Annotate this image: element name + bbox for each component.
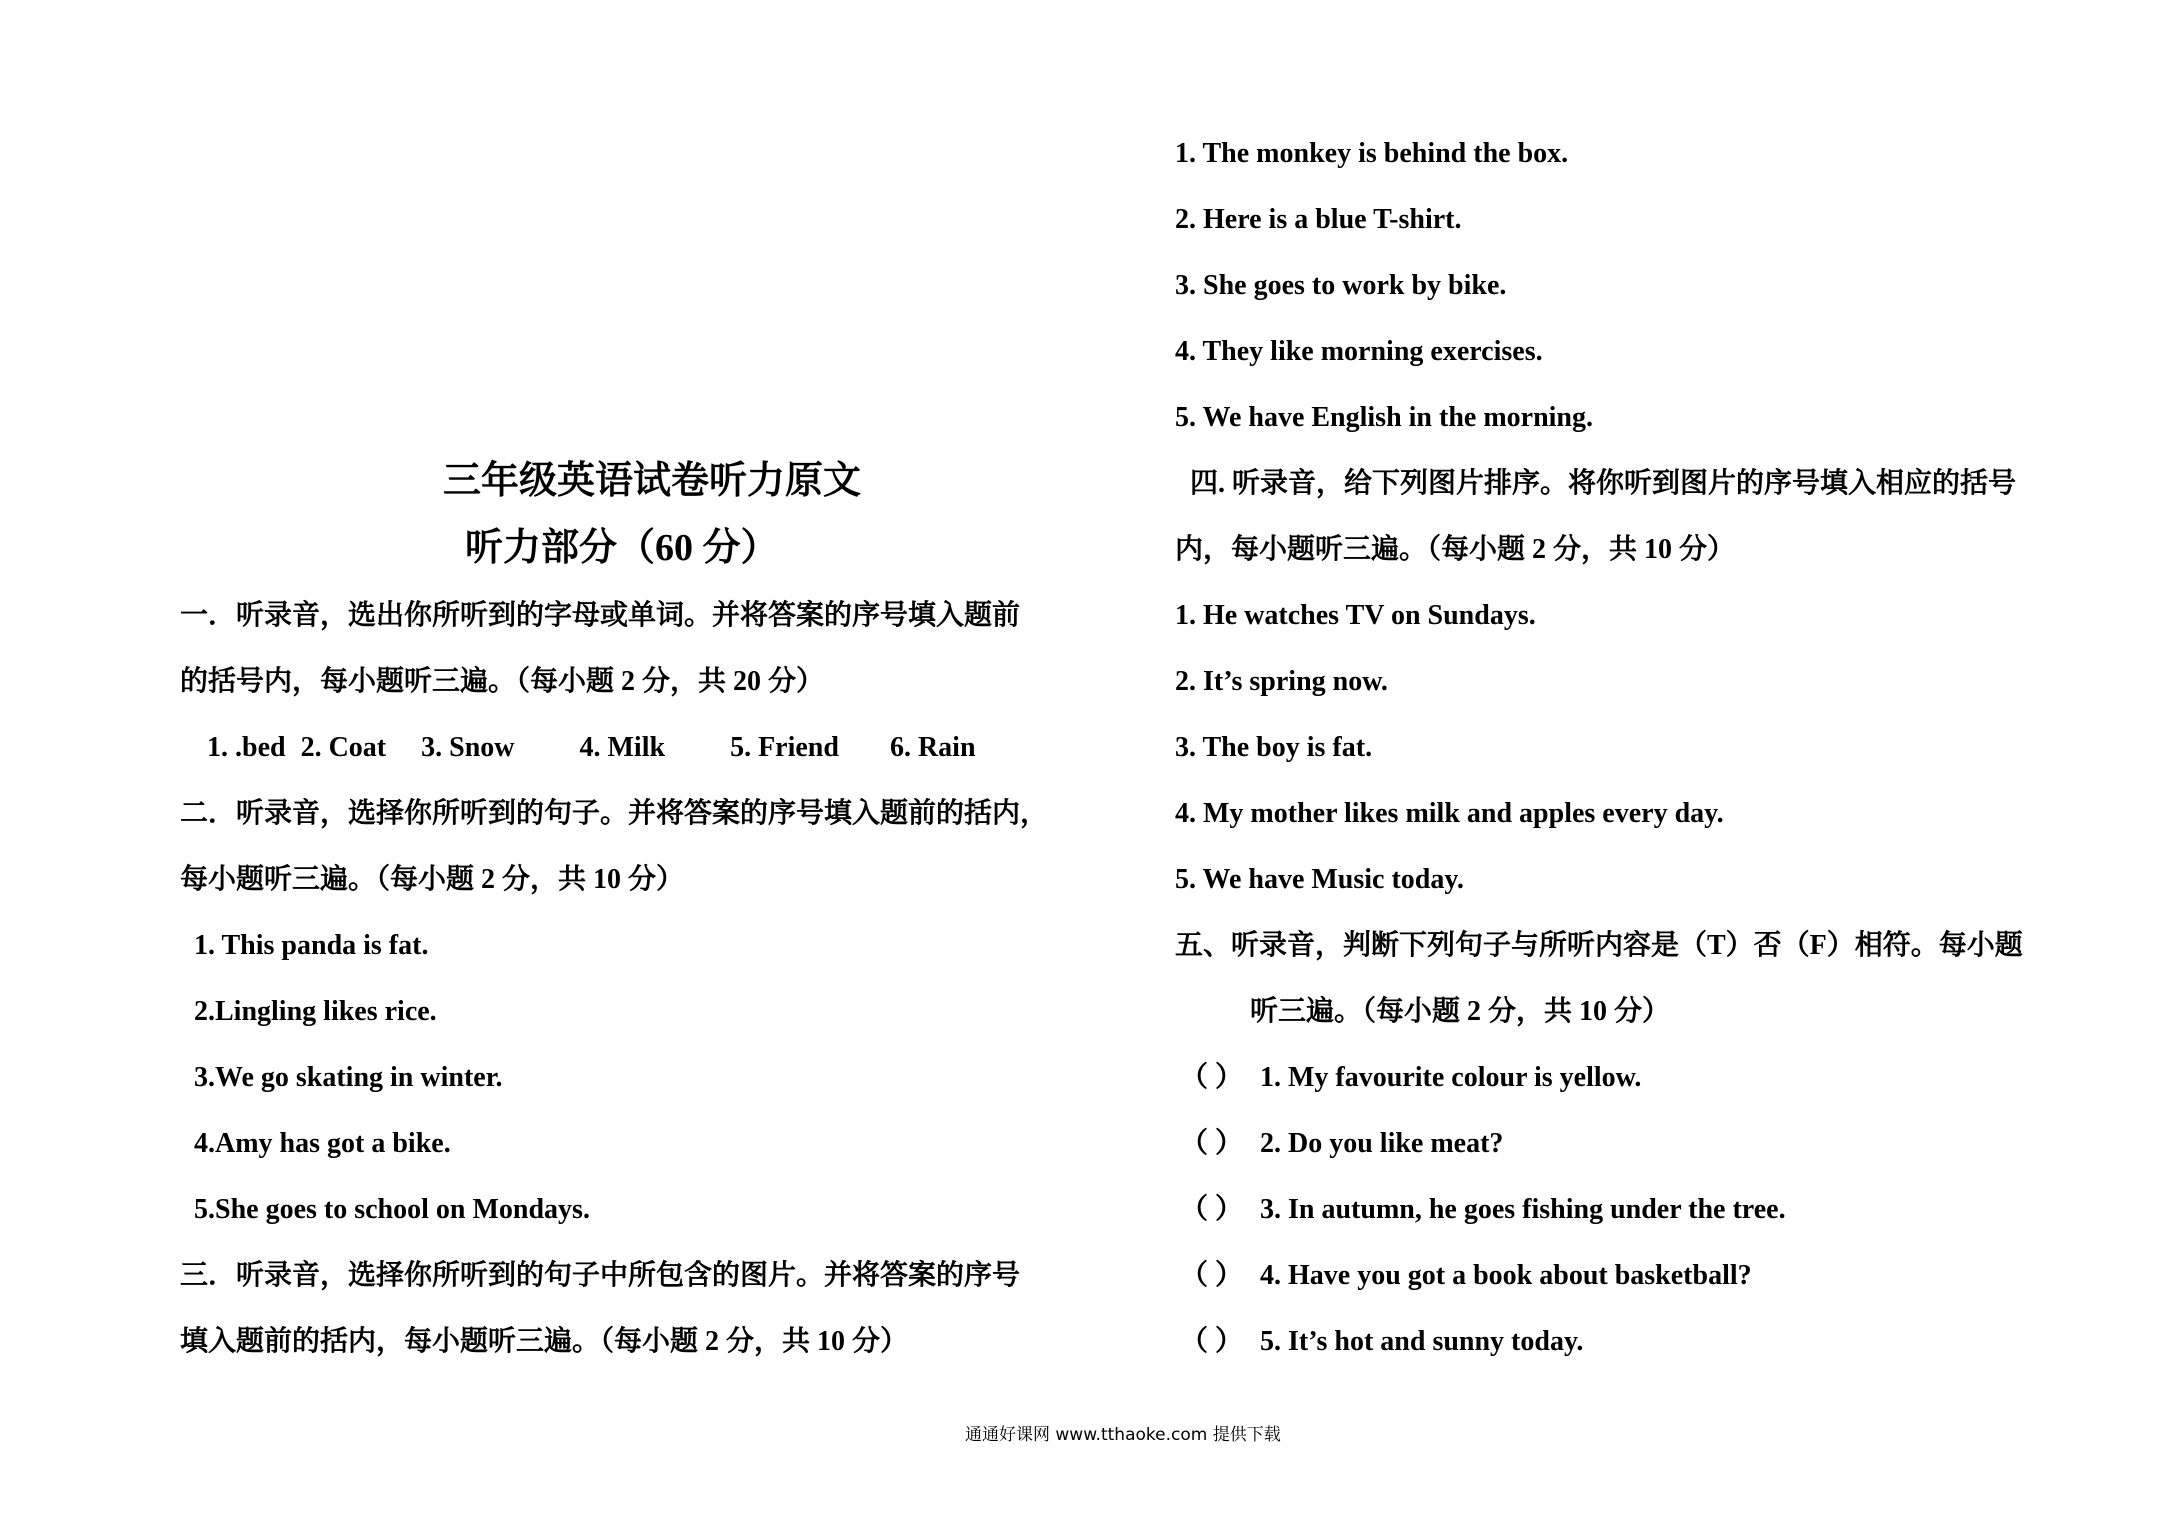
section2-item: 3.We go skating in winter. — [194, 1062, 503, 1093]
section5-item: 4. Have you got a book about basketball? — [1260, 1260, 1752, 1291]
section1-item: 4. Milk — [579, 732, 666, 763]
section3-item: 3. She goes to work by bike. — [1175, 270, 1507, 301]
section4-item: 3. The boy is fat. — [1175, 732, 1373, 763]
answer-bracket: （ ） — [1180, 1326, 1244, 1357]
section3-item: 1. The monkey is behind the box. — [1175, 138, 1569, 169]
section3-item: 5. We have English in the morning. — [1175, 402, 1594, 433]
section3-item: 4. They like morning exercises. — [1175, 336, 1543, 367]
answer-bracket: （ ） — [1180, 1194, 1244, 1225]
section2-item: 4.Amy has got a bike. — [194, 1128, 451, 1159]
section4-heading-line1: 四. 听录音，给下列图片排序。将你听到图片的序号填入相应的括号 — [1190, 468, 2017, 499]
section1-item: 5. Friend — [730, 732, 839, 763]
section4-item: 4. My mother likes milk and apples every day. — [1175, 798, 1724, 829]
section1-items — [207, 730, 976, 766]
section4-heading-line2: 内，每小题听三遍。（每小题 2 分，共 10 分） — [1175, 534, 1736, 565]
section2-item: 5.She goes to school on Mondays. — [194, 1194, 590, 1225]
page-title: 三年级英语试卷听力原文 — [443, 460, 862, 502]
section1-heading-line1: 一．听录音，选出你所听到的字母或单词。并将答案的序号填入题前 — [180, 600, 1021, 631]
section5-item-row — [1180, 1126, 1503, 1162]
answer-bracket: （ ） — [1180, 1062, 1244, 1093]
page-subtitle: 听力部分（60 分） — [465, 527, 779, 569]
section2-heading-line2: 每小题听三遍。（每小题 2 分，共 10 分） — [180, 864, 685, 895]
section5-item-row — [1180, 1258, 1752, 1294]
section4-item: 5. We have Music today. — [1175, 864, 1464, 895]
section1-item: 2. Coat — [300, 732, 387, 763]
section2-item: 2.Lingling likes rice. — [194, 996, 437, 1027]
section3-heading-line1: 三．听录音，选择你所听到的句子中所包含的图片。并将答案的序号 — [180, 1260, 1021, 1291]
answer-bracket: （ ） — [1180, 1260, 1244, 1291]
answer-bracket: （ ） — [1180, 1128, 1244, 1159]
section3-heading-line2: 填入题前的括内，每小题听三遍。（每小题 2 分，共 10 分） — [180, 1326, 909, 1357]
section5-item: 1. My favourite colour is yellow. — [1260, 1062, 1642, 1093]
section5-item-row — [1180, 1060, 1641, 1096]
section2-heading-line1: 二．听录音，选择你所听到的句子。并将答案的序号填入题前的括内， — [180, 798, 1049, 829]
section4-item: 2. It’s spring now. — [1175, 666, 1388, 697]
page-footer: 通通好课网 www.tthaoke.com 提供下载 — [965, 1425, 1281, 1445]
section1-heading-line2: 的括号内，每小题听三遍。（每小题 2 分，共 20 分） — [180, 666, 825, 697]
section5-item-row — [1180, 1324, 1583, 1360]
section5-heading-line1: 五、听录音，判断下列句子与所听内容是（T）否（F）相符。每小题 — [1175, 930, 2023, 961]
section4-item: 1. He watches TV on Sundays. — [1175, 600, 1536, 631]
section5-heading-line2: 听三遍。（每小题 2 分，共 10 分） — [1250, 996, 1671, 1027]
section1-item: 1. .bed — [207, 732, 286, 763]
section5-item: 5. It’s hot and sunny today. — [1260, 1326, 1584, 1357]
section5-item: 2. Do you like meat? — [1260, 1128, 1504, 1159]
section5-item-row — [1180, 1192, 1786, 1228]
section1-item: 6. Rain — [889, 732, 976, 763]
section3-item: 2. Here is a blue T-shirt. — [1175, 204, 1462, 235]
section5-item: 3. In autumn, he goes fishing under the tree. — [1260, 1194, 1786, 1225]
section1-item: 3. Snow — [421, 732, 515, 763]
section2-item: 1. This panda is fat. — [194, 930, 429, 961]
